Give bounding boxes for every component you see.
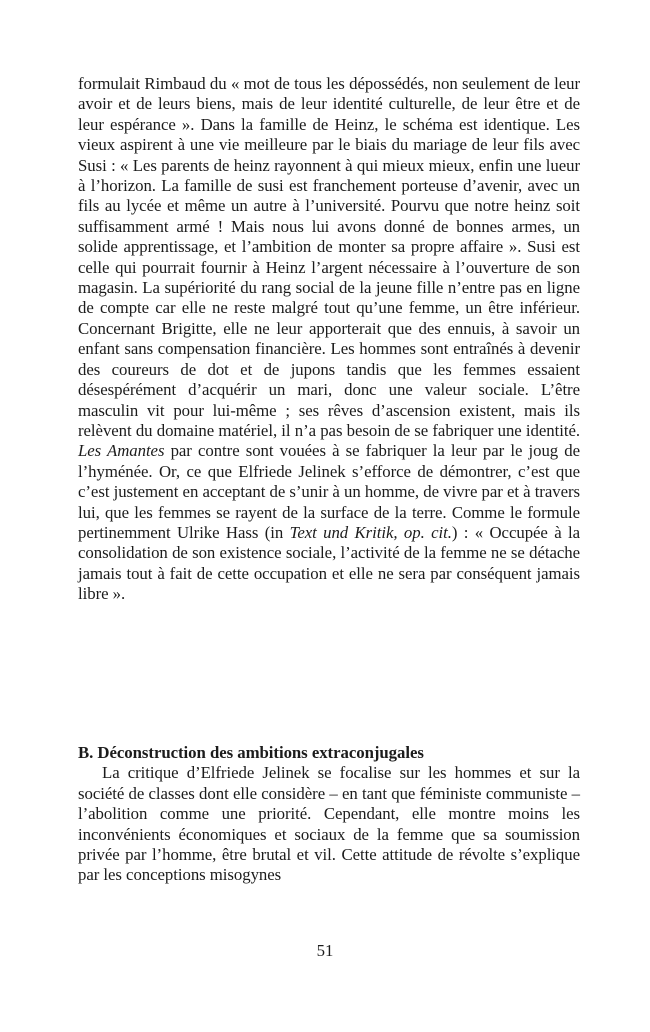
section-b xyxy=(78,743,580,886)
body-paragraph-1 xyxy=(78,74,580,605)
section-heading: B. Déconstruction des ambitions extraconjugales xyxy=(78,743,424,762)
italic-title: Les Amantes xyxy=(78,441,165,461)
paragraph-text-part-3: ) : « Occupée à la consolidation de son existence sociale, l’activité de la femme ne se détache jamais tout à fait de cette occupation et elle ne sera par conséquent jamais libre ». xyxy=(78,522,580,604)
page-number: 51 xyxy=(316,941,334,960)
section-paragraph: La critique d’Elfriede Jelinek se focalise sur les hommes et sur la société de classes dont elle considère – en tant que féministe communiste – l’abolition comme une priorité. Cependant, elle montre moins les inconvénients économiques et sociaux de la femme que sa soumission privée par l’homme, être brutal et vil. Cette attitude de révolte s’explique par les conceptions misogynes xyxy=(78,763,580,885)
paragraph-text-part-2: par contre sont vouées à se fabriquer la leur par le joug de l’hyménée. Or, ce que Elfriede Jelinek s’efforce de démontrer, c’est que c’est justement en acceptant de s’unir à un homme, de vivre par et à travers lui, que les femmes se rayent de la surface de la terre. Comme le formule pertinemment Ulrike Hass (in xyxy=(78,441,580,542)
paragraph-text-part-1: formulait Rimbaud du « mot de tous les dépossédés, non seulement de leur avoir et de leurs biens, mais de leur identité culturelle, de leur être et de leur espérance ». Dans la famille de Heinz, le schéma est identique. Les vieux aspirent à une vie meilleure par le biais du mariage de leur fils avec Susi : « Les parents de heinz rayonnent à qui mieux mieux, enfin une lueur à l’horizon. La famille de susi est franchement porteuse d’avenir, avec un fils au lycée et même un autre à l’université. Pourvu que notre heinz soit suffisamment armé ! Mais nous lui avons donné de bonnes armes, un solide apprentissage, et l’ambition de monter sa propre affaire ». Susi est celle qui pourrait fournir à Heinz l’argent nécessaire à l’ouverture de son magasin. La supériorité du rang social de la jeune fille n’entre pas en ligne de compte car elle ne reste malgré tout qu’une femme, un être inférieur. Concernant Brigitte, elle ne leur apporterait que des ennuis, à savoir un enfant sans compensation financière. Les hommes sont entraînés à devenir des coureurs de dot et de jupons tandis que les femmes essaient désespérément d’acquérir un mari, donc une valeur sociale. L’être masculin vit pour lui-même ; ses rêves d’ascension existent, mais ils relèvent du domaine matériel, il n’a pas besoin de se fabriquer une identité. xyxy=(78,74,580,440)
paragraph-text xyxy=(78,74,580,605)
italic-reference: Text und Kritik, op. cit. xyxy=(289,522,452,542)
